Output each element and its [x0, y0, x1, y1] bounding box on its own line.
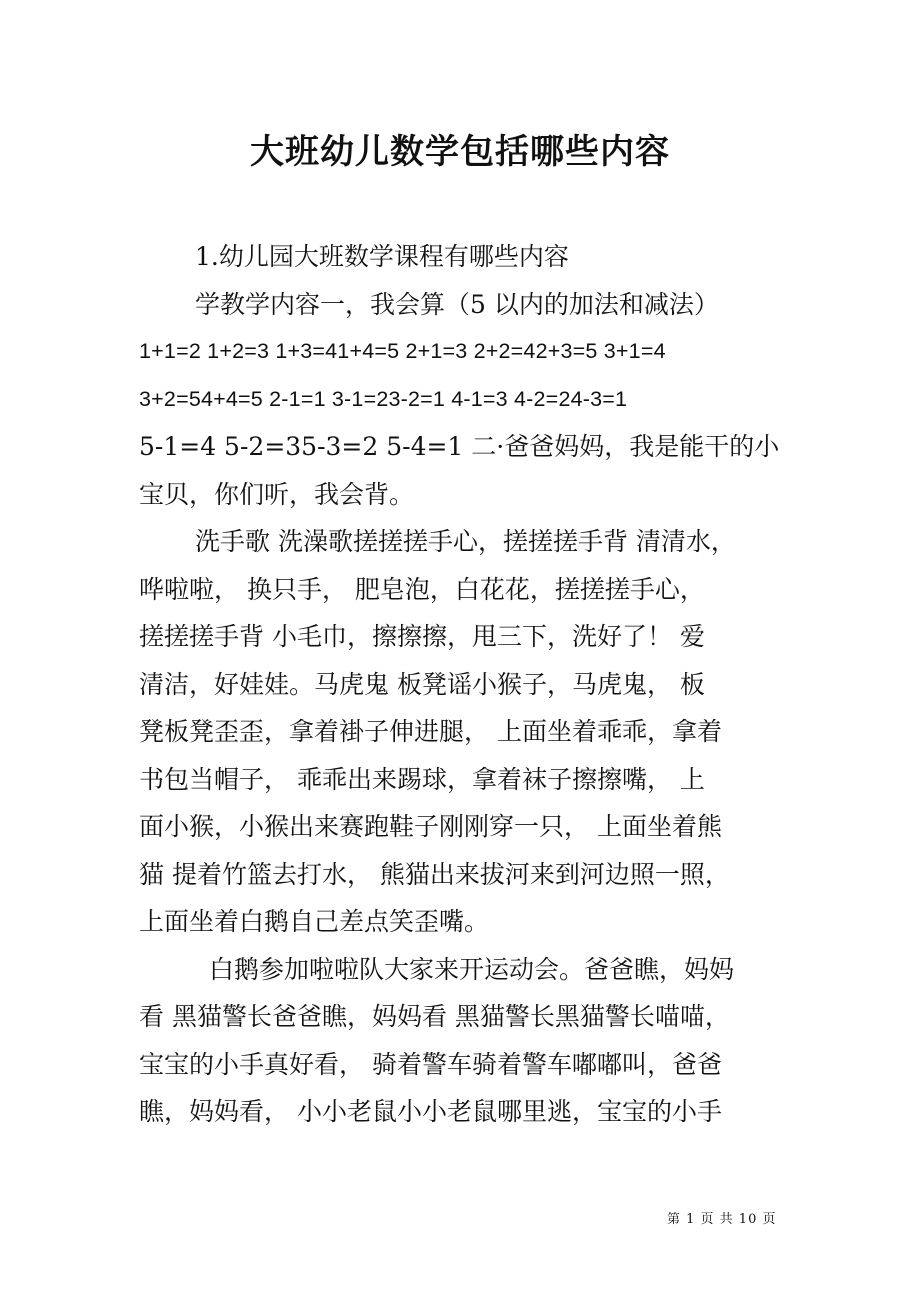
- body-line: 宝贝，你们听，我会背。: [139, 479, 415, 509]
- body-line: 1+1=2 1+2=3 1+3=41+4=5 2+1=3 2+2=42+3=5 3+1=4: [139, 339, 666, 363]
- body-line: 白鹅参加啦啦队大家来开运动会。爸爸瞧，妈妈: [209, 954, 735, 984]
- body-line: 搓搓搓手背 小毛巾，擦擦擦，甩三下，洗好了！ 爱: [139, 622, 705, 651]
- body-line: 哗啦啦， 换只手， 肥皂泡，白花花，搓搓搓手心，: [139, 574, 705, 604]
- document-body: [139, 233, 789, 1136]
- body-line: 凳板凳歪歪，拿着褂子伸进腿， 上面坐着乖乖，拿着: [139, 717, 722, 746]
- page-number-footer: 第 1 页 共 10 页: [667, 1212, 777, 1227]
- body-line: 1.幼儿园大班数学课程有哪些内容: [195, 242, 569, 271]
- body-line: 3+2=54+4=5 2-1=1 3-1=23-2=1 4-1=3 4-2=24-3=1: [139, 386, 628, 411]
- body-line: 宝宝的小手真好看， 骑着警车骑着警车嘟嘟叫，爸爸: [139, 1049, 722, 1079]
- body-line: 面小猴，小猴出来赛跑鞋子刚刚穿一只， 上面坐着熊: [139, 812, 722, 841]
- body-line: 清洁，好娃娃。马虎鬼 板凳谣小猴子，马虎鬼， 板: [139, 669, 705, 699]
- body-line: 猫 提着竹篮去打水， 熊猫出来拔河来到河边照一照，: [139, 859, 730, 889]
- body-line: 洗手歌 洗澡歌搓搓搓手心，搓搓搓手背 清清水，: [195, 527, 736, 556]
- body-line: 瞧，妈妈看， 小小老鼠小小老鼠哪里逃，宝宝的小手: [139, 1097, 722, 1126]
- body-line: 5-1=4 5-2=35-3=2 5-4=1 二·爸爸妈妈，我是能干的小: [139, 432, 780, 461]
- document-title: 大班幼儿数学包括哪些内容: [250, 132, 670, 172]
- body-line: 学教学内容一，我会算（5 以内的加法和减法）: [195, 289, 719, 319]
- body-line: 书包当帽子， 乖乖出来踢球，拿着袜子擦擦嘴， 上: [139, 764, 705, 794]
- body-line: 上面坐着白鹅自己差点笑歪嘴。: [139, 907, 490, 936]
- body-line: 看 黑猫警长爸爸瞧，妈妈看 黑猫警长黑猫警长喵喵，: [139, 1002, 730, 1031]
